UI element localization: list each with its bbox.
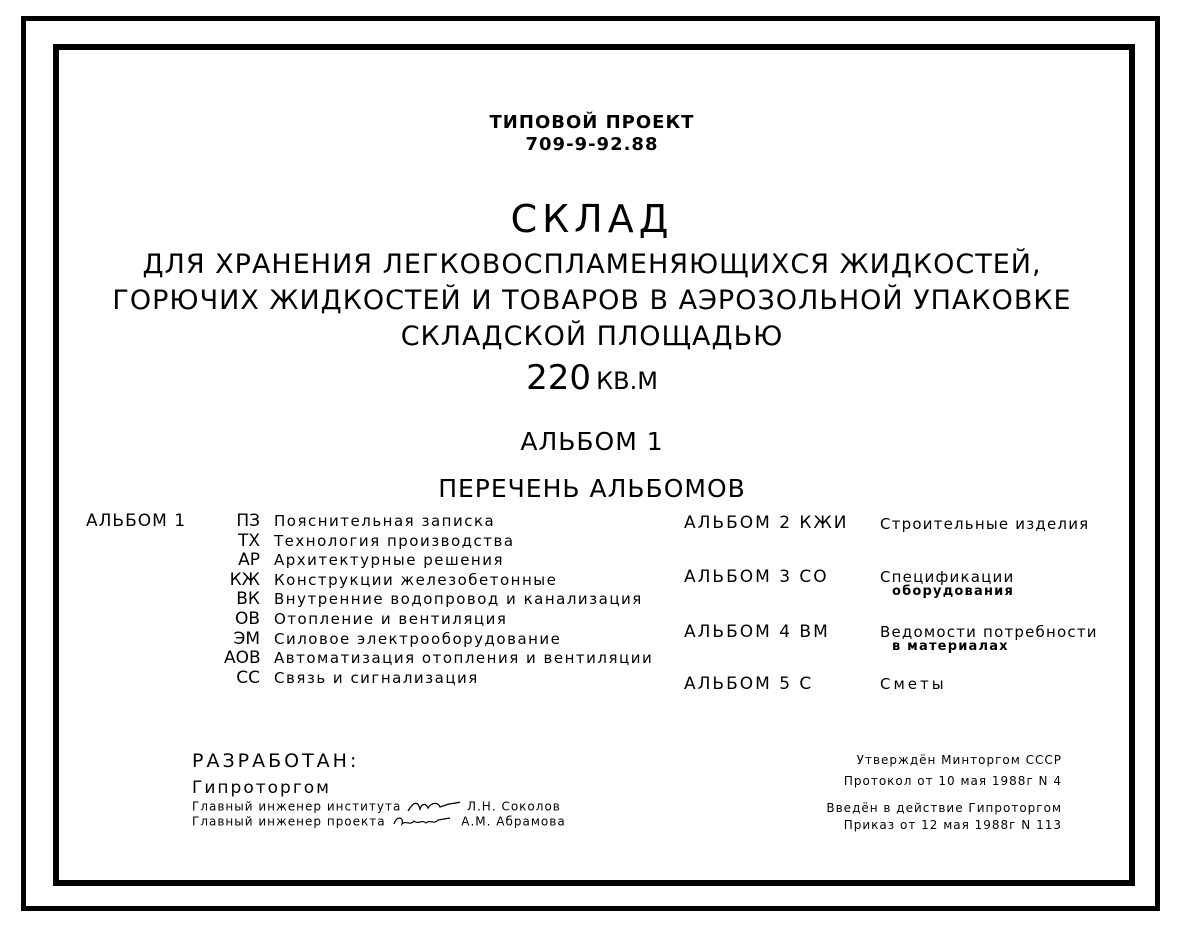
title-line-1: ДЛЯ ХРАНЕНИЯ ЛЕГКОВОСПЛАМЕНЯЮЩИХСЯ ЖИДКОСТЕЙ, xyxy=(142,249,1042,280)
album4-desc-1: Ведомости потребности xyxy=(880,623,1098,641)
title-main: СКЛАД xyxy=(510,197,674,241)
album3-desc-2: оборудования xyxy=(892,584,1014,599)
list-item xyxy=(86,551,653,571)
approval-line-3: Введён в действие Гипроторгом xyxy=(826,801,1062,815)
section-desc: Архитектурные решения xyxy=(274,551,505,570)
album3-label: АЛЬБОМ 3 СО xyxy=(684,567,829,587)
approval-line-2: Протокол от 10 мая 1988г N 4 xyxy=(843,774,1062,788)
section-desc: Силовое электрооборудование xyxy=(274,629,562,648)
area-value: 220 xyxy=(526,358,591,398)
album3-desc-1: Спецификации xyxy=(880,568,1015,586)
section-desc: Связь и сигнализация xyxy=(274,668,479,687)
area-unit: КВ.М xyxy=(596,367,658,395)
album2-desc: Строительные изделия xyxy=(880,515,1090,533)
chief-project-role: Главный инженер проекта xyxy=(192,814,386,829)
section-code: ПЗ xyxy=(236,511,260,531)
approval-line-4: Приказ от 12 мая 1988г N 113 xyxy=(843,818,1062,832)
section-desc: Конструкции железобетонные xyxy=(274,570,558,589)
album5-desc: Сметы xyxy=(880,675,947,693)
list-item xyxy=(86,571,653,591)
section-desc: Отопление и вентиляция xyxy=(274,609,508,628)
album1-label: АЛЬБОМ 1 xyxy=(86,511,187,531)
section-code: ОВ xyxy=(234,608,260,629)
section-code: ТХ xyxy=(237,530,260,551)
list-item xyxy=(86,590,653,610)
album2-label: АЛЬБОМ 2 КЖИ xyxy=(684,513,849,533)
approval-block xyxy=(826,752,1062,834)
list-item xyxy=(86,610,653,630)
section-code: ЭМ xyxy=(233,628,260,649)
section-code: КЖ xyxy=(229,569,260,590)
area-line xyxy=(0,358,1184,398)
title-line-2: ГОРЮЧИХ ЖИДКОСТЕЙ И ТОВАРОВ В АЭРОЗОЛЬНОЙ УПАКОВКЕ xyxy=(112,285,1072,316)
chief-project-line xyxy=(192,814,566,830)
chief-institute-role: Главный инженер института xyxy=(192,799,402,814)
list-item xyxy=(86,669,653,689)
album-list-title: ПЕРЕЧЕНЬ АЛЬБОМОВ xyxy=(438,474,746,503)
developer-org: Гипроторгом xyxy=(192,778,331,798)
approval-line-1: Утверждён Минторгом СССР xyxy=(856,753,1062,767)
signature-sokolov xyxy=(406,799,462,815)
section-desc: Автоматизация отопления и вентиляции xyxy=(274,649,654,668)
album4-label: АЛЬБОМ 4 ВМ xyxy=(684,622,830,642)
album1-list xyxy=(86,512,653,688)
chief-institute-name: Л.Н. Соколов xyxy=(466,799,561,814)
section-desc: Технология производства xyxy=(274,531,515,550)
section-code: АОВ xyxy=(224,648,261,669)
title-line-3: СКЛАДСКОЙ ПЛОЩАДЬЮ xyxy=(400,321,784,352)
list-item xyxy=(86,532,653,552)
album5-label: АЛЬБОМ 5 С xyxy=(684,674,814,694)
developer-title: РАЗРАБОТАН: xyxy=(192,750,360,772)
list-item xyxy=(86,512,653,532)
section-desc: Пояснительная записка xyxy=(274,512,496,530)
album4-desc-2: в материалах xyxy=(892,639,1009,654)
album-current: АЛЬБОМ 1 xyxy=(520,427,664,456)
chief-institute-line xyxy=(192,799,561,815)
signature-abramova xyxy=(390,814,456,830)
chief-project-name: А.М. Абрамова xyxy=(461,814,566,829)
list-item xyxy=(86,649,653,669)
section-code: АР xyxy=(238,550,260,571)
section-code: СС xyxy=(236,667,260,688)
list-item xyxy=(86,630,653,650)
section-code: ВК xyxy=(236,589,260,610)
project-type-label: ТИПОВОЙ ПРОЕКТ xyxy=(489,112,695,133)
project-number: 709-9-92.88 xyxy=(525,134,659,155)
section-desc: Внутренние водопровод и канализация xyxy=(274,590,643,609)
